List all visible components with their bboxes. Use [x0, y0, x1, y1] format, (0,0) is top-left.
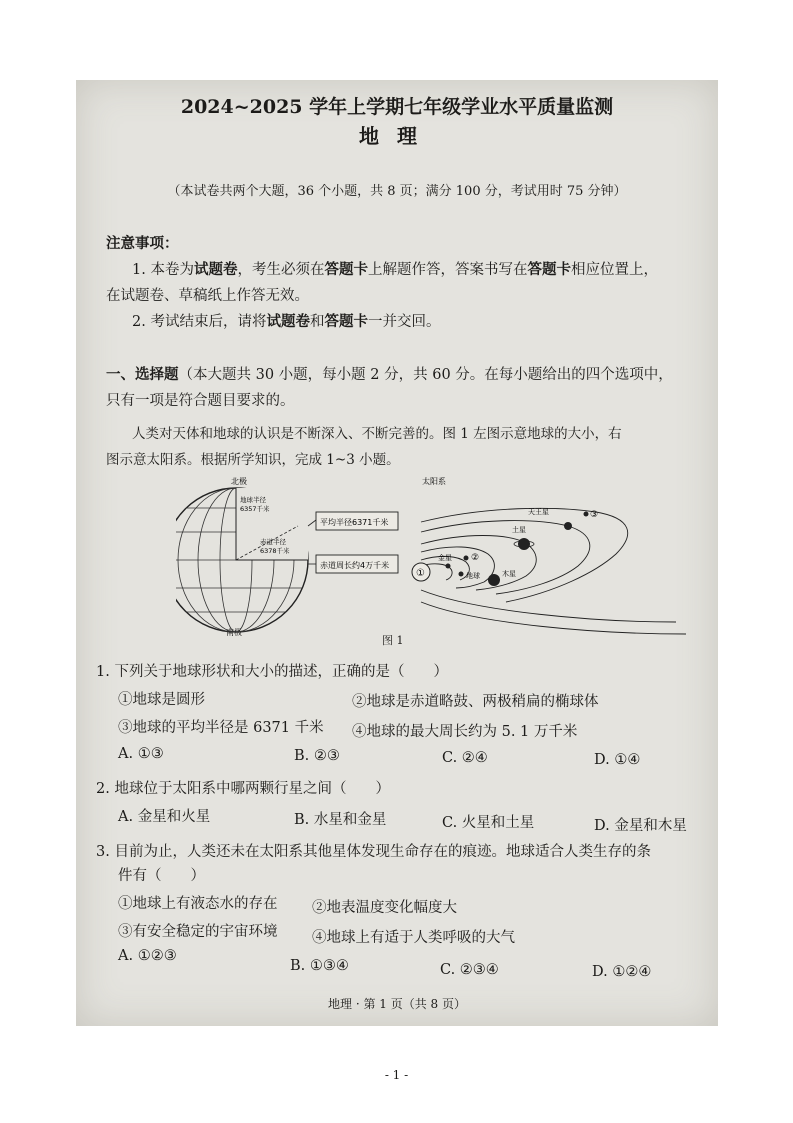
question-1-stem: 1. 下列关于地球形状和大小的描述，正确的是（ ） [96, 664, 448, 680]
q1-statement-2: ②地球是赤道略鼓、两极稍扁的椭球体 [352, 694, 599, 710]
q3-option-d: D. ①②④ [592, 964, 652, 980]
polar-radius-label-2: 6357千米 [240, 505, 270, 513]
q1-option-a: A. ①③ [118, 746, 164, 762]
q1-option-c: C. ②④ [442, 750, 488, 766]
equator-radius-label-1: 赤道半径 [260, 538, 286, 546]
section-1-desc: 一、选择题（本大题共 30 小题，每小题 2 分，共 60 分。在每小题给出的四个选项中， [106, 366, 673, 383]
outer-orbit [421, 590, 676, 622]
page-number: - 1 - [384, 1068, 409, 1082]
exam-sheet-photo [76, 80, 718, 1026]
earth-planet-label: 地球 [466, 572, 480, 580]
earth-dot [459, 572, 464, 577]
marker-2: ② [471, 553, 480, 563]
saturn-label: 土星 [512, 526, 526, 534]
question-3-stem-line2: 件有（ ） [118, 868, 205, 884]
exam-info: （本试卷共两个大题，36 个小题，共 8 页；满分 100 分，考试用时 75 分钟） [167, 184, 627, 199]
q3-statement-2: ②地表温度变化幅度大 [312, 900, 457, 916]
q2-option-a: A. 金星和火星 [118, 809, 211, 825]
uranus-icon [564, 522, 572, 530]
q3-statement-3: ③有安全稳定的宇宙环境 [118, 924, 278, 940]
exam-title: 2024~2025 学年上学期七年级学业水平质量监测 [180, 96, 614, 118]
figure-1 [176, 472, 696, 642]
q1-option-d: D. ①④ [594, 752, 641, 768]
notes-item-2: 2. 考试结束后，请将试题卷和答题卡一并交回。 [132, 313, 441, 330]
earth-size-diagram [176, 476, 398, 637]
marker-1: ① [416, 568, 425, 579]
intro-line-1: 人类对天体和地球的认识是不断深入、不断完善的。图 1 左图示意地球的大小，右 [132, 426, 622, 442]
mean-radius-text: 平均半径6371千米 [320, 518, 389, 527]
question-3-stem: 3. 目前为止，人类还未在太阳系其他星体发现生命存在的痕迹。地球适合人类生存的条 [96, 844, 651, 860]
figure-caption: 图 1 [382, 634, 404, 647]
q2-option-d: D. 金星和木星 [594, 818, 687, 834]
outer-orbit-2 [421, 602, 686, 634]
mean-radius-leader [308, 520, 316, 526]
q1-option-b: B. ②③ [294, 748, 340, 764]
saturn-icon [518, 538, 530, 550]
marker-3: ③ [590, 510, 599, 520]
circumference-text: 赤道周长约4万千米 [320, 561, 390, 570]
q1-statement-3: ③地球的平均半径是 6371 千米 [118, 720, 324, 736]
venus-label: 金星 [438, 554, 452, 562]
notes-heading: 注意事项： [106, 235, 179, 252]
equator-radius-label-2: 6378千米 [260, 547, 290, 555]
outer-planet-dot [584, 512, 589, 517]
section-1-desc-line2: 只有一项是符合题目要求的。 [106, 393, 295, 409]
intro-line-2: 图示意太阳系。根据所学知识，完成 1~3 小题。 [106, 452, 400, 468]
subject-title: 地理 [359, 124, 435, 148]
solar-system-diagram [412, 476, 686, 634]
q2-option-b: B. 水星和金星 [294, 812, 387, 828]
solar-system-title: 太阳系 [422, 477, 446, 486]
q1-statement-1: ①地球是圆形 [118, 692, 205, 708]
south-pole-label: 南极 [226, 628, 242, 637]
q3-statement-1: ①地球上有液态水的存在 [118, 896, 278, 912]
unknown-planet-dot [464, 556, 469, 561]
polar-radius-label-1: 地球半径 [240, 496, 266, 504]
q3-option-a: A. ①②③ [118, 948, 177, 964]
jupiter-icon [488, 574, 500, 586]
q3-option-c: C. ②③④ [440, 962, 499, 978]
section-1-heading: 一、选择题 [106, 366, 179, 383]
north-pole-label: 北极 [231, 477, 247, 486]
jupiter-label: 木星 [502, 570, 516, 578]
uranus-label: 天王星 [528, 508, 549, 516]
planet-orbits [421, 508, 628, 602]
venus-dot [446, 564, 451, 569]
notes-item-1-line2: 在试题卷、草稿纸上作答无效。 [106, 288, 309, 304]
notes-item-1: 1. 本卷为试题卷，考生必须在答题卡上解题作答，答案书写在答题卡相应位置上， [132, 261, 658, 278]
sheet-footer: 地理 · 第 1 页（共 8 页） [328, 997, 466, 1011]
q3-statement-4: ④地球上有适于人类呼吸的大气 [312, 930, 515, 946]
question-2-stem: 2. 地球位于太阳系中哪两颗行星之间（ ） [96, 781, 390, 797]
q3-option-b: B. ①③④ [290, 958, 349, 974]
q2-option-c: C. 火星和土星 [442, 815, 535, 831]
q1-statement-4: ④地球的最大周长约为 5. 1 万千米 [352, 724, 578, 740]
